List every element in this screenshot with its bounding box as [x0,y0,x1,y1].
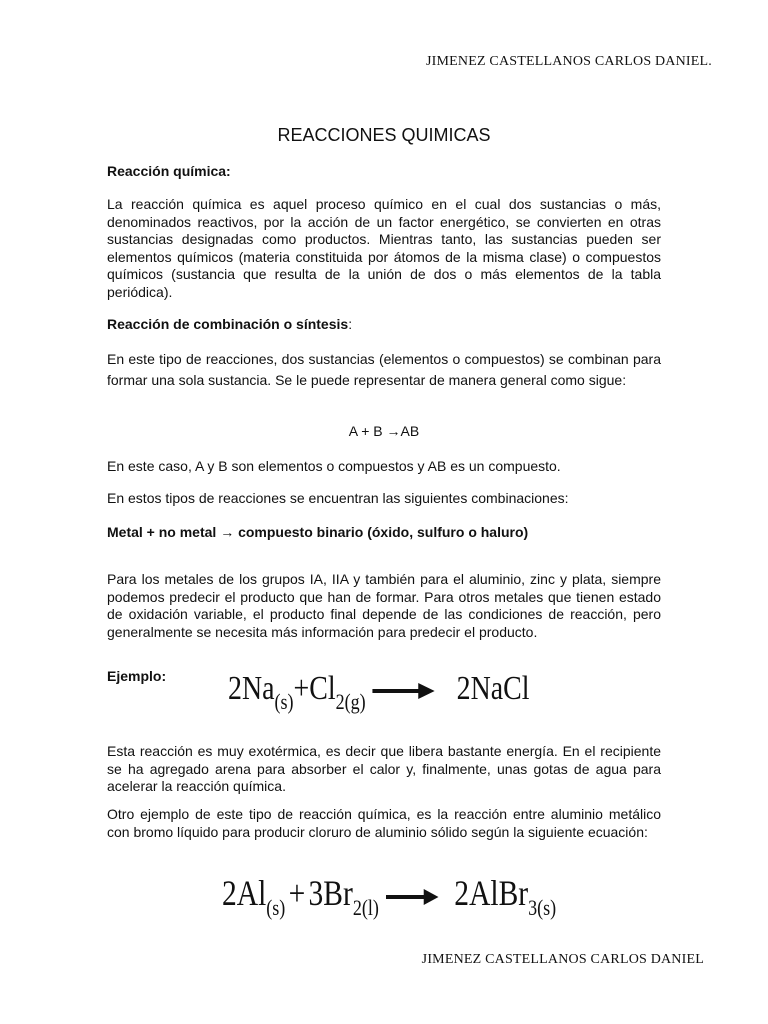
example-label: Ejemplo: [107,668,167,684]
general-formula: A + B →AB [348,423,420,439]
eq2-plus: + [288,873,306,913]
equation-sodium-chlorine [228,670,529,715]
section-heading-reaccion-quimica: Reacción química: [107,163,231,179]
eq2-reactant-2-state: 2(l) [352,895,379,920]
section-heading-colon: : [348,316,353,332]
eq2-product-state: 3(s) [528,895,557,920]
eq1-reactant-1-state: (s) [274,689,294,714]
eq2-product: 2AlBr [454,873,529,913]
section-heading-combinacion-text: Reacción de combinación o síntesis [107,316,349,332]
eq1-product: 2NaCl [456,670,530,707]
paragraph-another-example: Otro ejemplo de este tipo de reacción química, es la reacción entre aluminio metálico con bromo líquido para producir cloruro de aluminio sólido según la siguiente ecuación: [107,806,661,840]
paragraph-combination-intro: En este tipo de reacciones, dos sustancias (elementos o compuestos) se combinan para formar una sola sustancia. Se le puede representar de manera general como sigue: [107,351,661,388]
eq1-reactant-2-state: 2(g) [335,689,366,714]
paragraph-combinations: En estos tipos de reacciones se encuentran las siguientes combinaciones: [107,490,569,506]
eq1-reactant-2: Cl [309,670,336,707]
eq1-reactant-1: 2Na [228,670,275,707]
section-heading-combinacion [107,316,661,334]
paragraph-case: En este caso, A y B son elementos o compuestos y AB es un compuesto. [107,458,561,474]
footer-author: JIMENEZ CASTELLANOS CARLOS DANIEL [421,952,704,967]
header-author: JIMENEZ CASTELLANOS CARLOS DANIEL. [425,54,712,69]
eq2-reactant-1: 2Al [222,873,267,913]
eq2-reactant-2: 3Br [308,873,353,913]
page-title: REACCIONES QUIMICAS [277,125,491,145]
paragraph-metals: Para los metales de los grupos IA, IIA y también para el aluminio, zinc y plata, siempre podemos predecir el producto que han de formar. Para otros metales que tienen estado de oxidación variable, el producto final depende de las condiciones de reacción, pero generalmente se necesita más información para predecir el producto. [107,571,661,640]
reaction-arrow-icon [386,887,438,907]
equation-aluminium-bromine [222,872,556,921]
reaction-arrow-icon [373,681,435,701]
eq2-reactant-1-state: (s) [266,895,286,920]
combination-heading: Metal + no metal → compuesto binario (óxido, sulfuro o haluro) [107,524,529,540]
eq1-plus: + [293,670,310,707]
paragraph-definition: La reacción química es aquel proceso químico en el cual dos sustancias o más, denominados reactivos, por la acción de un factor energético, se convierten en otras sustancias designadas como productos. Mientras tanto, las sustancias pueden ser elementos químicos (materia constituida por átomos de la misma clase) o compuestos químicos (sustancia que resulta de la unión de dos o más elementos de la tabla periódica). [107,196,661,300]
paragraph-exothermic: Esta reacción es muy exotérmica, es decir que libera bastante energía. En el recipiente se ha agregado arena para absorber el calor y, finalmente, unas gotas de agua para acelerar la reacción química. [107,743,661,794]
